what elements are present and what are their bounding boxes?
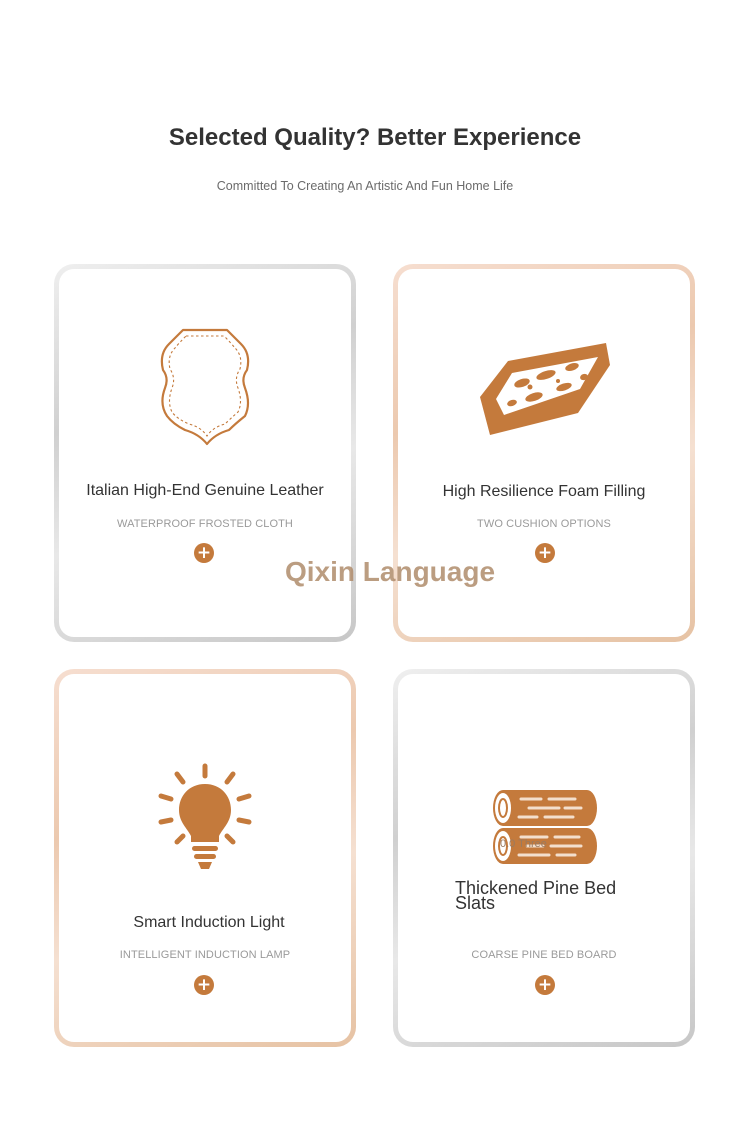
card-title: Thickened Pine Bed Slats bbox=[455, 878, 617, 913]
card-title: Italian High-End Genuine Leather bbox=[86, 482, 324, 499]
light-bulb-icon bbox=[59, 762, 351, 874]
expand-plus-icon[interactable]: + bbox=[194, 975, 214, 995]
page-subtitle: Committed To Creating An Artistic And Fun Home Life bbox=[216, 179, 514, 193]
card-subtitle: WATERPROOF FROSTED CLOTH bbox=[117, 518, 293, 530]
card-title: High Resilience Foam Filling bbox=[442, 483, 646, 500]
card-subtitle: COARSE PINE BED BOARD bbox=[471, 949, 617, 961]
foam-block-icon bbox=[398, 337, 690, 441]
card-subtitle: TWO CUSHION OPTIONS bbox=[477, 518, 611, 530]
card-subtitle: INTELLIGENT INDUCTION LAMP bbox=[119, 949, 291, 961]
expand-plus-icon[interactable]: + bbox=[194, 543, 214, 563]
icon-label: 0.0 Three bbox=[500, 838, 547, 850]
leather-hide-icon bbox=[59, 326, 351, 446]
page-title: Selected Quality? Better Experience bbox=[168, 124, 582, 151]
wood-logs-icon bbox=[398, 786, 690, 866]
feature-card-light bbox=[54, 669, 356, 1047]
expand-plus-icon[interactable]: + bbox=[535, 543, 555, 563]
watermark: Qixin Language bbox=[285, 556, 496, 587]
card-title: Smart Induction Light bbox=[133, 914, 285, 931]
expand-plus-icon[interactable]: + bbox=[535, 975, 555, 995]
feature-card-pine bbox=[393, 669, 695, 1047]
